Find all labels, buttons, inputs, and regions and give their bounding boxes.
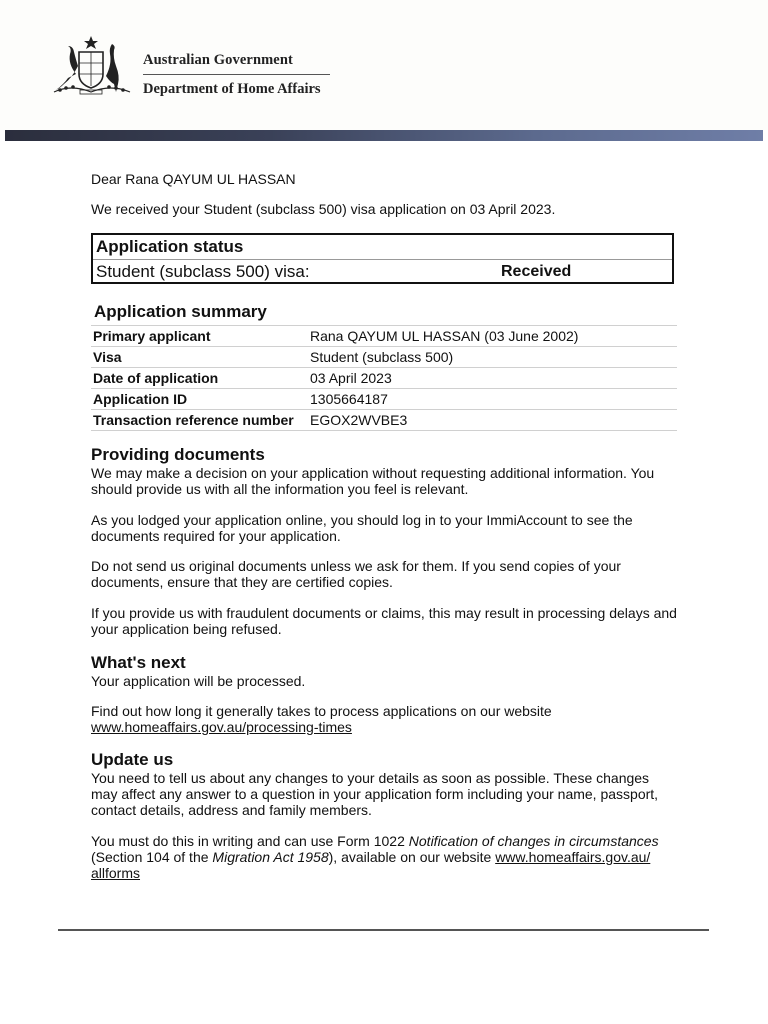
title-divider — [143, 74, 330, 75]
summary-table — [91, 325, 677, 431]
documents-paragraph-3: Do not send us original documents unless we ask for them. If you send copies of your documents, ensure that they are certified copies. — [91, 558, 621, 590]
application-status-box — [91, 233, 674, 284]
update-us-heading: Update us — [91, 750, 174, 769]
table-row — [91, 410, 677, 431]
status-title: Application status — [96, 237, 244, 256]
allforms-link-part2[interactable]: allforms — [91, 865, 141, 881]
whats-next-paragraph-1: Your application will be processed. — [91, 673, 306, 689]
status-value: Received — [501, 263, 572, 280]
documents-paragraph-4: If you provide us with fraudulent documents or claims, this may result in processing delays and your application being refused. — [91, 605, 677, 637]
australian-government-text: Australian Government — [143, 52, 293, 68]
government-title — [143, 52, 330, 98]
row-value: Student (subclass 500) — [308, 347, 677, 368]
table-row — [91, 389, 677, 410]
documents-paragraph-2: As you lodged your application online, you should log in to your ImmiAccount to see the documents required for your application. — [91, 512, 633, 544]
row-value: 03 April 2023 — [308, 368, 677, 389]
website-intro-text: ), available on our website — [328, 849, 496, 865]
header-band — [5, 130, 763, 141]
row-label: Application ID — [91, 389, 308, 410]
table-row — [91, 326, 677, 347]
row-value: Rana QAYUM UL HASSAN (03 June 2002) — [308, 326, 677, 347]
received-line: We received your Student (subclass 500) visa application on 03 April 2023. — [91, 201, 556, 217]
greeting: Dear Rana QAYUM UL HASSAN — [91, 171, 296, 187]
table-row — [91, 347, 677, 368]
footer-divider — [58, 929, 709, 931]
form-intro-text: You must do this in writing and can use Form 1022 — [91, 833, 409, 849]
section-text: (Section 104 of the — [91, 849, 213, 865]
status-visa-label: Student (subclass 500) visa: — [96, 262, 310, 281]
row-value: 1305664187 — [308, 389, 677, 410]
row-label: Transaction reference number — [91, 410, 308, 431]
table-row — [91, 368, 677, 389]
whats-next-heading: What's next — [91, 653, 186, 672]
department-name-text: Department of Home Affairs — [143, 81, 321, 97]
act-title-text: Migration Act 1958 — [212, 849, 329, 865]
whats-next-paragraph-2 — [91, 703, 677, 735]
row-value: EGOX2WVBE3 — [308, 410, 677, 431]
form-title-text: Notification of changes in circumstances — [408, 833, 659, 849]
row-label: Date of application — [91, 368, 308, 389]
processing-times-link[interactable]: www.homeaffairs.gov.au/processing-times — [91, 719, 352, 735]
documents-heading: Providing documents — [91, 445, 265, 464]
update-us-paragraph-2 — [91, 833, 677, 881]
coat-of-arms-icon — [46, 34, 136, 98]
documents-paragraph-1: We may make a decision on your application without requesting additional information. You should provide us with all the information you feel is relevant. — [91, 465, 655, 497]
letterhead — [0, 0, 768, 130]
status-divider — [93, 259, 672, 260]
processing-times-text: Find out how long it generally takes to process applications on our website — [91, 703, 552, 719]
update-us-paragraph-1: You need to tell us about any changes to your details as soon as possible. These changes may affect any answer to a question in your application form including your name, passport, contact details, address and family members. — [91, 770, 659, 818]
summary-title: Application summary — [94, 302, 267, 321]
row-label: Primary applicant — [91, 326, 308, 347]
allforms-link-part1[interactable]: www.homeaffairs.gov.au/ — [495, 849, 651, 865]
row-label: Visa — [91, 347, 308, 368]
